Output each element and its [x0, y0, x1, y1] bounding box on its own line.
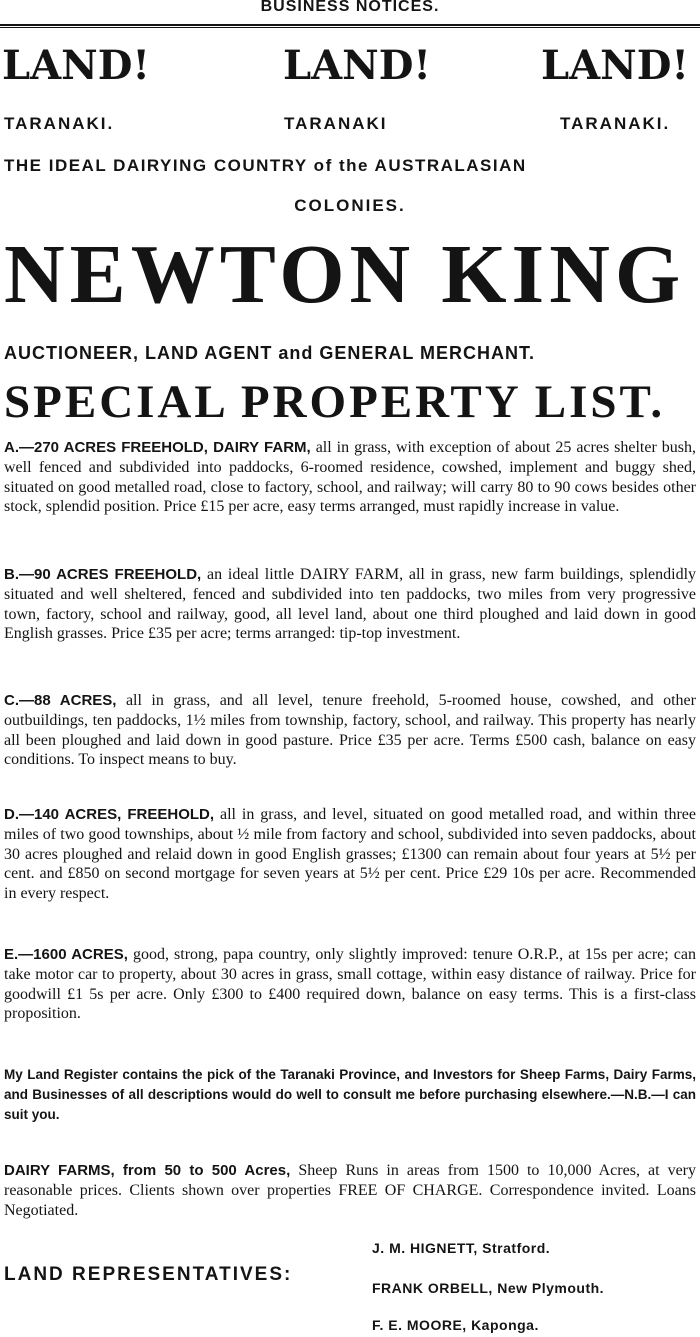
- representative-1: J. M. HIGNETT, Stratford.: [372, 1240, 551, 1256]
- header-rule-thin: [0, 27, 700, 28]
- property-listing-a: [4, 438, 696, 517]
- advertiser-profession: AUCTIONEER, LAND AGENT and GENERAL MERCHANT.: [4, 343, 536, 363]
- land-heading-right: LAND!: [541, 42, 689, 89]
- property-body: an ideal little DAIRY FARM, all in grass, new farm buildings, splendidly situated and well sheltered, fenced and subdivided into ten paddocks, two miles from very progressive town, factory, school and railway, good, all level land, about one third ploughed and laid down in good English grasses. Price £35 per acre; terms arranged: tip-top investment.: [4, 566, 697, 643]
- property-lead: E.—1600 ACRES,: [4, 946, 128, 963]
- property-lead: D.—140 ACRES, FREEHOLD,: [4, 806, 215, 823]
- taranaki-heading-center: TARANAKI: [284, 114, 388, 133]
- property-lead: B.—90 ACRES FREEHOLD,: [4, 566, 202, 583]
- dairy-farms-notice: [4, 1161, 696, 1220]
- list-title: SPECIAL PROPERTY LIST.: [4, 376, 666, 428]
- tagline-continued: COLONIES.: [294, 196, 406, 215]
- section-header: BUSINESS NOTICES.: [260, 0, 440, 15]
- property-listing-e: [4, 945, 696, 1024]
- header-rule: [0, 24, 700, 26]
- representatives-label: LAND REPRESENTATIVES:: [4, 1264, 293, 1285]
- land-heading-left: LAND!: [2, 42, 150, 89]
- property-listing-c: [4, 691, 696, 770]
- property-body: all in grass, and level, situated on good metalled road, and within three miles of two good townships, about ½ mile from factory and school, subdivided into seven paddocks, about 30 acres ploughed and relaid down in good English grasses; £1300 can remain about four years at 5½ per cent. and £850 on second mortgage for seven years at 5½ per cent. Price £29 10s per acre. Recommended in every respect.: [4, 806, 697, 903]
- representative-3: F. E. MOORE, Kaponga.: [372, 1317, 539, 1333]
- taranaki-heading-right: TARANAKI.: [560, 114, 671, 133]
- land-heading-center: LAND!: [283, 42, 431, 89]
- property-body: good, strong, papa country, only slightly improved: tenure O.R.P., at 15s per acre; can take motor car to property, about 30 acres in grass, small cottage, within easy distance of railway. Price for goodwill £1 5s per acre. Only £300 to £400 required down, balance on easy terms. This is a first-class proposition.: [4, 946, 697, 1023]
- taranaki-heading-left: TARANAKI.: [4, 114, 115, 133]
- property-lead: C.—88 ACRES,: [4, 692, 117, 709]
- tagline: THE IDEAL DAIRYING COUNTRY of the AUSTRALASIAN: [4, 156, 527, 175]
- property-lead: A.—270 ACRES FREEHOLD, DAIRY FARM,: [4, 439, 311, 456]
- land-register-notice: My Land Register contains the pick of the Taranaki Province, and Investors for Sheep Farms, Dairy Farms, and Businesses of all descriptions would do well to consult me before purchasing elsewhere.—N.B.—I can suit you.: [4, 1067, 696, 1122]
- property-body: all in grass, and all level, tenure freehold, 5-roomed house, cowshed, and other outbuildings, ten paddocks, 1½ miles from township, factory, school, and railway. This property has nearly all been ploughed and laid down in good pasture. Price £35 per acre. Terms £500 cash, balance on easy conditions. To inspect means to buy.: [4, 692, 696, 769]
- property-listing-b: [4, 565, 696, 644]
- advertiser-name: NEWTON KING: [4, 228, 686, 321]
- property-body: all in grass, with exception of about 25 acres shelter bush, well fenced and subdivided into paddocks, 6-roomed residence, cowshed, implement and buggy shed, situated on good metalled road, close to factory, school, and railway; will carry 80 to 90 cows besides other stock, splendid position. Price £15 per acre, easy terms arranged, must rapidly increase in value.: [4, 439, 697, 516]
- property-listing-d: [4, 805, 696, 904]
- dairy-notice-lead: DAIRY FARMS, from 50 to 500 Acres,: [4, 1162, 291, 1179]
- dairy-notice-body: Sheep Runs in areas from 1500 to 10,000 Acres, at very reasonable prices. Clients shown over properties FREE OF CHARGE. Correspondence invited. Loans Negotiated.: [4, 1162, 696, 1219]
- representative-2: FRANK ORBELL, New Plymouth.: [372, 1280, 605, 1296]
- land-headings: [0, 42, 700, 92]
